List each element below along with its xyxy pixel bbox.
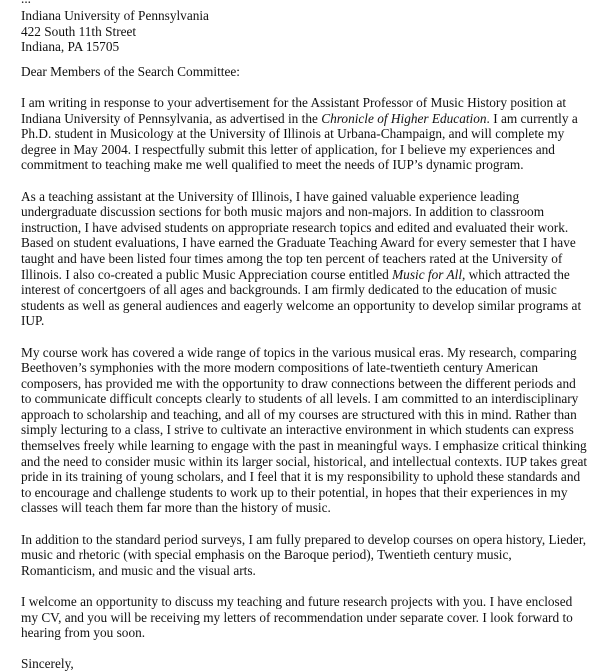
closing-signoff: Sincerely,	[21, 656, 74, 672]
paragraph-teaching-text-b: , which attracted the interest of concertgoers of all ages and backgrounds. I am firmly dedicated to the education of music students as well as general audiences and eagerly welcome an opportunity to develop similar programs at IUP.	[21, 266, 582, 329]
paragraph-courses: In addition to the standard period surveys, I am fully prepared to develop courses on opera history, Lieder, music and rhetoric (with special emphasis on the Baroque period), Twentieth century music, Romanticism, and music and the visual arts.	[21, 531, 587, 578]
partial-top-line	[21, 0, 221, 3]
publication-title: Chronicle of Higher Education	[321, 110, 487, 126]
salutation: Dear Members of the Search Committee:	[21, 64, 240, 79]
address-line-2: 422 South 11th Street	[21, 23, 137, 39]
paragraph-teaching-text-a: As a teaching assistant at the University of Illinois, I have gained valuable experience leading undergraduate discussion sections for both music majors and non-majors. In addition to classroom instruction, I have advised students on appropriate research topics and edited and evaluated their work. Based on student evaluations, I have earned the Graduate Teaching Award for every semester that I have taught and have been listed four times among the top ten percent of teachers rated at the University of Illinois. I also co-created a public Music Appreciation course entitled	[21, 188, 576, 282]
address-line-3: Indiana, PA 15705	[21, 39, 120, 55]
paragraph-closing-remarks: I welcome an opportunity to discuss my teaching and future research projects with you. I have enclosed my CV, and you will be receiving my letters of recommendation under separate cover. I look forward to hearing from you soon.	[21, 594, 573, 641]
paragraph-research: My course work has covered a wide range of topics in the various musical eras. My research, comparing Beethoven’s symphonies with the more modern compositions of late-twentieth century American composers, has provided me with the opportunity to draw connections between the different periods and to communicate difficult concepts clearly to students of all levels. I am committed to an interdisciplinary approach to scholarship and teaching, and all of my courses are structured with this in mind. Rather than simply lecturing to a class, I strive to cultivate an interactive environment in which students can express themselves freely while learning to engage with the past in meaningful ways. I emphasize critical thinking and the need to consider music within its larger social, historical, and intellectual contexts. IUP takes great pride in its training of young scholars, and I feel that it is my responsibility to uphold these standards and to encourage and challenge students to work up to their potential, in hopes that their experiences in my classes will teach them far more than the history of music.	[21, 344, 588, 516]
paragraph-intro-text-a: I am writing in response to your advertisement for the Assistant Professor of Music History position at Indiana University of Pennsylvania, as advertised in the	[21, 95, 567, 126]
paragraph-intro-text-b: . I am currently a Ph.D. student in Musicology at the University of Illinois at Urbana-Champaign, and will complete my degree in May 2004. I respectfully submit this letter of application, for I believe my experiences and commitment to teaching make me well qualified to meet the needs of IUP’s dynamic program.	[21, 110, 578, 173]
course-title: Music for All	[392, 266, 463, 282]
address-line-1: Indiana University of Pennsylvania	[21, 8, 209, 23]
letter-body	[21, 95, 589, 672]
paragraph-intro	[21, 95, 589, 173]
paragraph-teaching	[21, 189, 589, 329]
recipient-address	[21, 8, 209, 55]
